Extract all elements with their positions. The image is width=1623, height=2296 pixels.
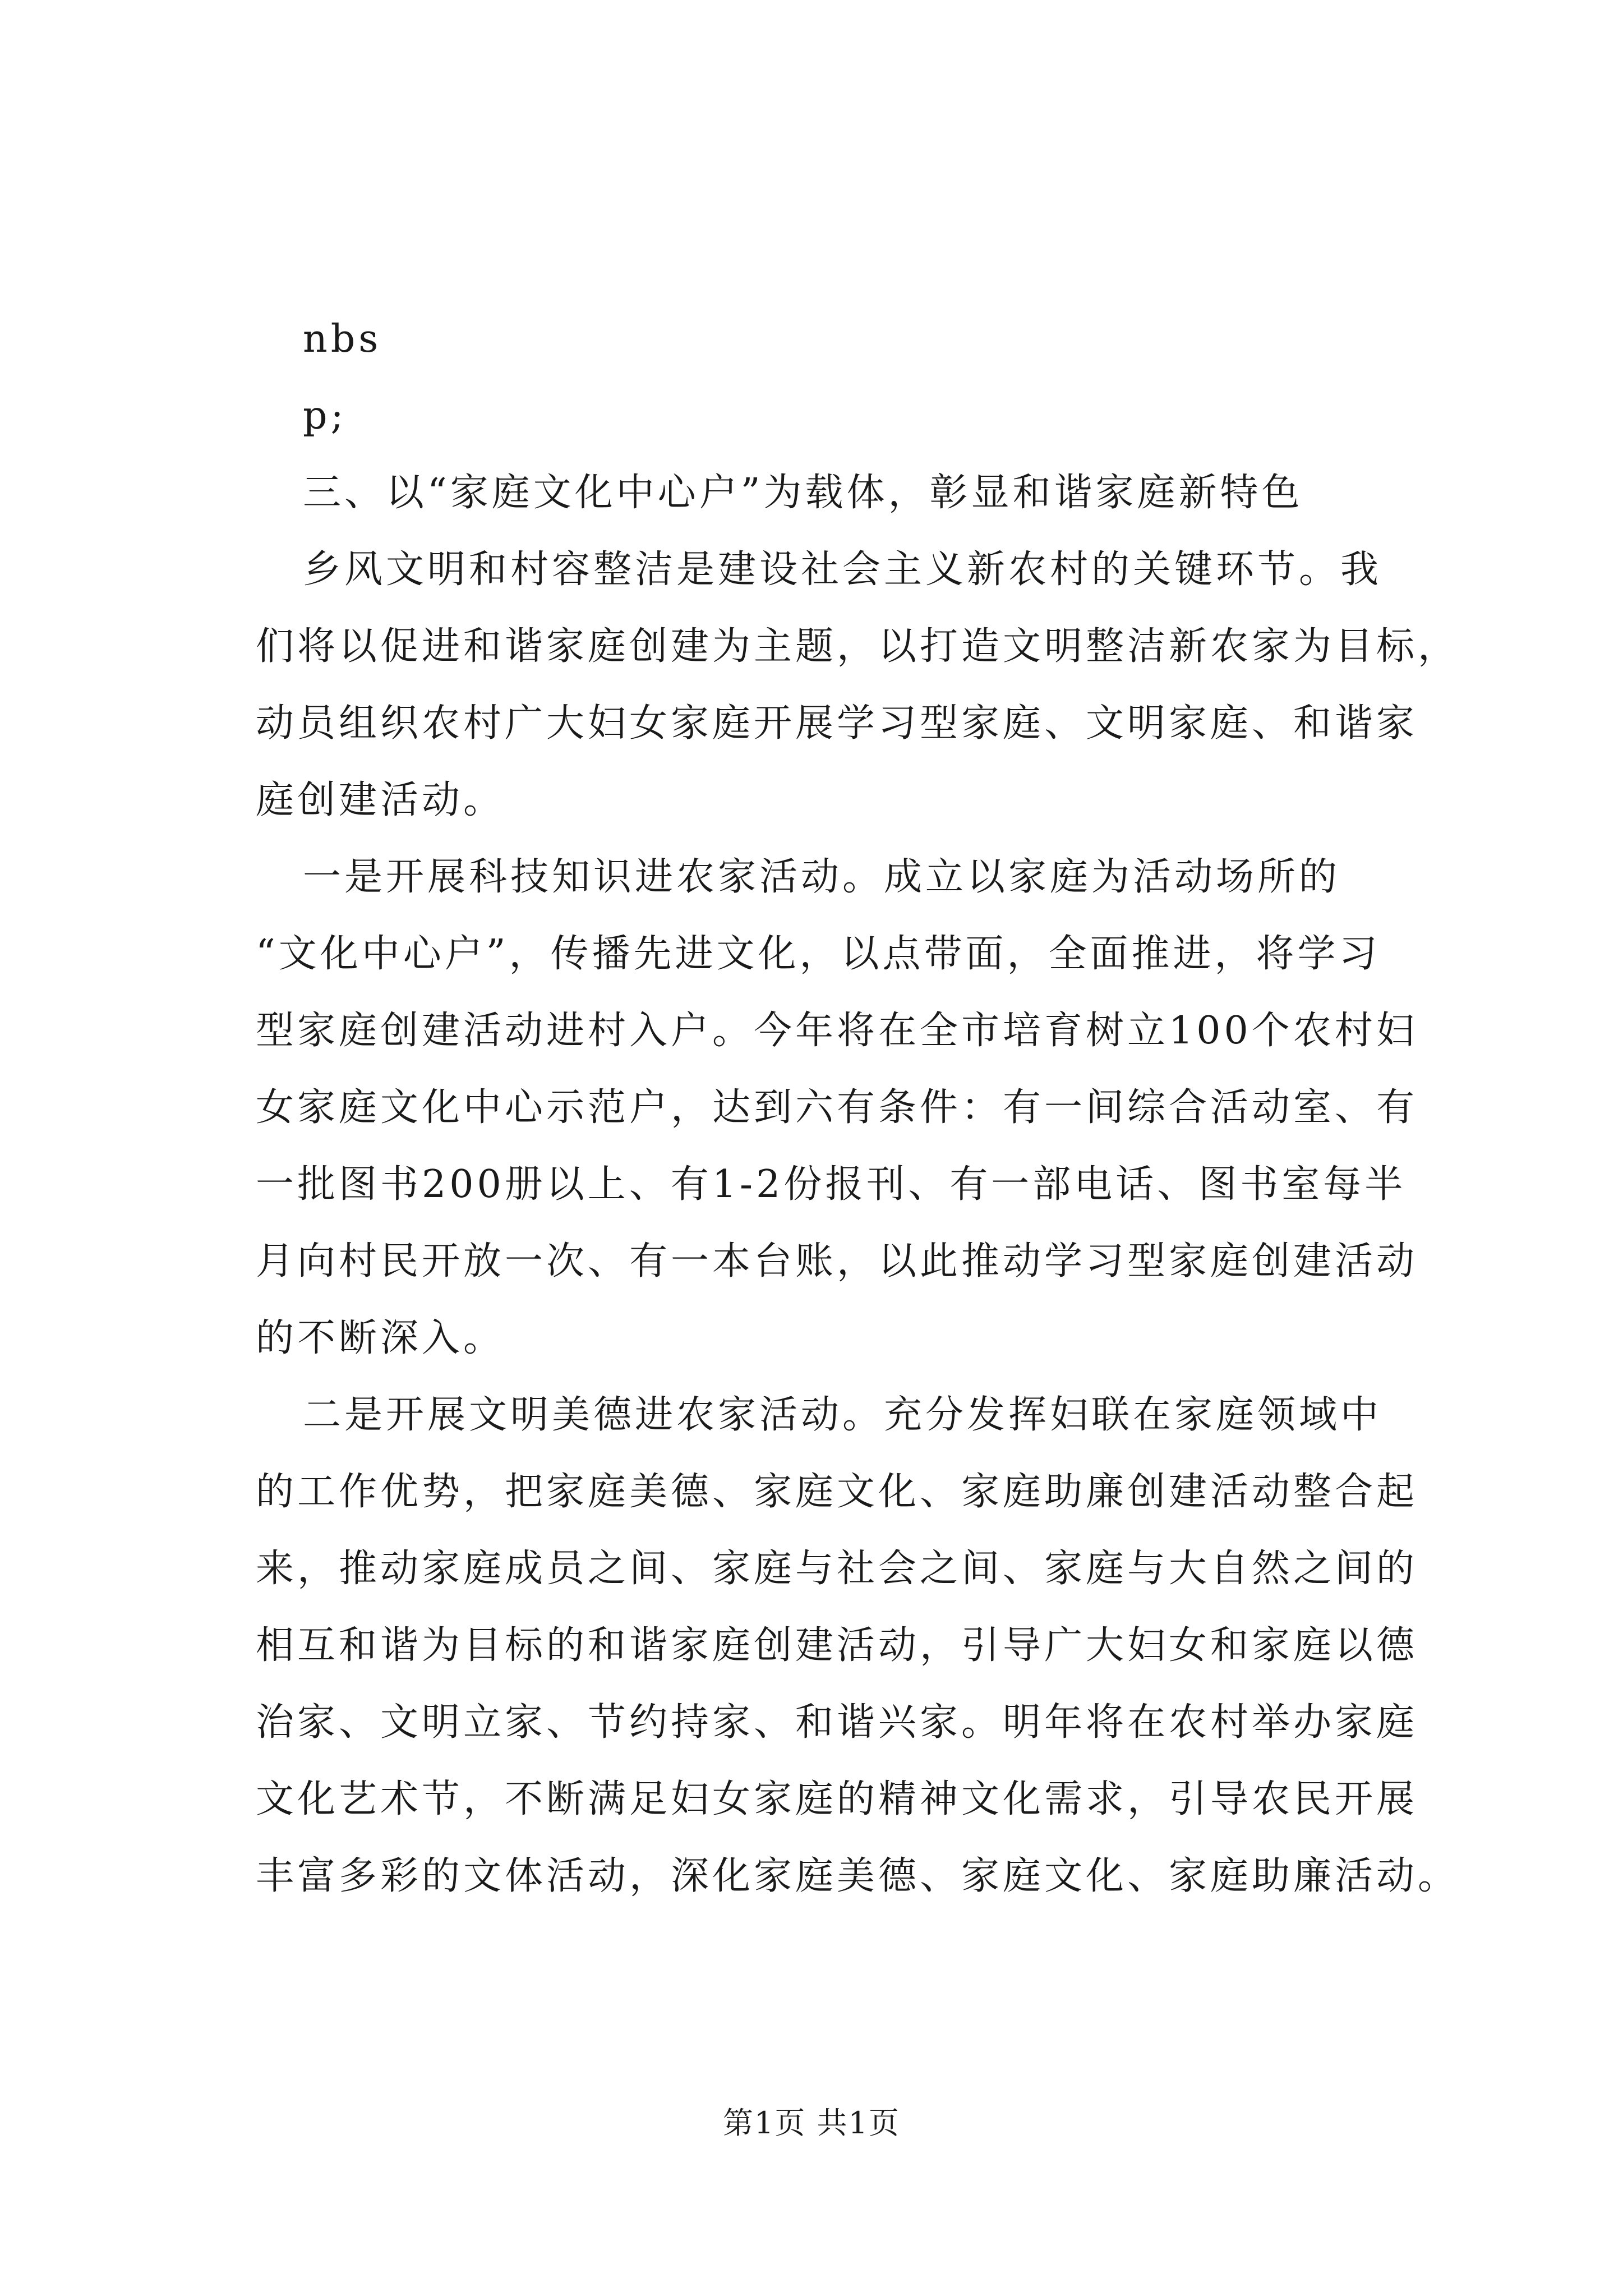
paragraph-line: 文化艺术节，不断满足妇女家庭的精神文化需求，引导农民开展 <box>256 1777 1418 1821</box>
paragraph-line: 们将以促进和谐家庭创建为主题，以打造文明整洁新农家为目标， <box>256 624 1460 669</box>
paragraph-line: 一是开展科技知识进农家活动。成立以家庭为活动场所的 <box>303 855 1341 899</box>
paragraph-line: 的工作优势，把家庭美德、家庭文化、家庭助廉创建活动整合起 <box>256 1470 1418 1514</box>
text-line: nbs <box>303 317 382 361</box>
paragraph-line: 相互和谐为目标的和谐家庭创建活动，引导广大妇女和家庭以德 <box>256 1623 1418 1668</box>
paragraph-line: 庭创建活动。 <box>256 778 505 822</box>
paragraph-line: 女家庭文化中心示范户，达到六有条件：有一间综合活动室、有 <box>256 1085 1418 1130</box>
paragraph-line: 月向村民开放一次、有一本台账，以此推动学习型家庭创建活动 <box>256 1239 1418 1283</box>
paragraph-line: 动员组织农村广大妇女家庭开展学习型家庭、文明家庭、和谐家 <box>256 701 1418 746</box>
section-heading: 三、以“家庭文化中心户”为载体，彰显和谐家庭新特色 <box>303 471 1303 515</box>
paragraph-line: 丰富多彩的文体活动，深化家庭美德、家庭文化、家庭助廉活动。 <box>256 1854 1460 1898</box>
paragraph-line: 乡风文明和村容整洁是建设社会主义新农村的关键环节。我 <box>303 547 1382 592</box>
paragraph-line: 型家庭创建活动进村入户。今年将在全市培育树立100个农村妇 <box>256 1009 1418 1053</box>
paragraph-line: 一批图书200册以上、有1-2份报刊、有一部电话、图书室每半 <box>256 1162 1407 1207</box>
paragraph-line: 治家、文明立家、节约持家、和谐兴家。明年将在农村举办家庭 <box>256 1700 1418 1745</box>
paragraph-line: “文化中心户”，传播先进文化，以点带面，全面推进，将学习 <box>256 932 1381 976</box>
text-line: p; <box>303 394 347 438</box>
paragraph-line: 来，推动家庭成员之间、家庭与社会之间、家庭与大自然之间的 <box>256 1547 1418 1591</box>
page-footer: 第1页 共1页 <box>723 2105 900 2141</box>
paragraph-line: 二是开展文明美德进农家活动。充分发挥妇联在家庭领域中 <box>303 1393 1382 1437</box>
paragraph-line: 的不断深入。 <box>256 1316 505 1360</box>
